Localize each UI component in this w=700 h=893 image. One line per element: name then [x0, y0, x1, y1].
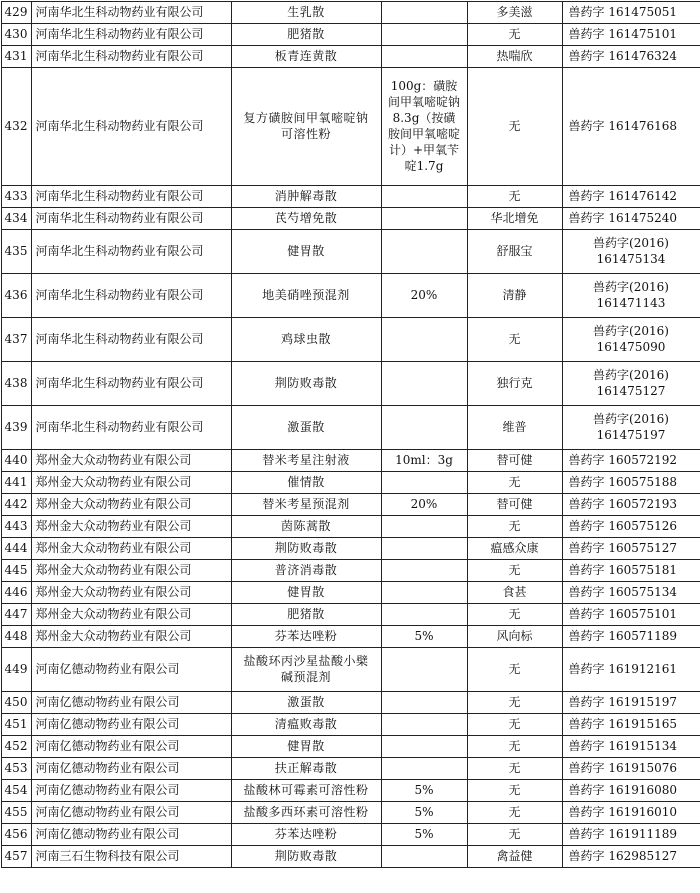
- table-row: [1, 273, 700, 317]
- table-row: [1, 581, 700, 603]
- table-row: [1, 647, 700, 691]
- product-name: 扶正解毒散: [231, 757, 381, 779]
- company-name: 河南亿德动物药业有限公司: [31, 779, 231, 801]
- approval-number: 兽药字(2016) 161475197: [562, 405, 700, 449]
- specification: 5%: [381, 801, 467, 823]
- brand-name: 独行克: [467, 361, 562, 405]
- company-name: 郑州金大众动物药业有限公司: [31, 449, 231, 471]
- specification: [381, 1, 467, 23]
- approval-number: 兽药字 161476324: [562, 45, 700, 67]
- company-name: 郑州金大众动物药业有限公司: [31, 603, 231, 625]
- specification: [381, 735, 467, 757]
- approval-number: 兽药字 161915134: [562, 735, 700, 757]
- brand-name: 无: [467, 779, 562, 801]
- row-number: 434: [1, 207, 31, 229]
- table-row: [1, 493, 700, 515]
- company-name: 河南华北生科动物药业有限公司: [31, 67, 231, 185]
- brand-name: 无: [467, 559, 562, 581]
- row-number: 435: [1, 229, 31, 273]
- product-name: 盐酸环丙沙星盐酸小檗碱预混剂: [231, 647, 381, 691]
- product-name: 板青连黄散: [231, 45, 381, 67]
- specification: [381, 537, 467, 559]
- company-name: 郑州金大众动物药业有限公司: [31, 625, 231, 647]
- approval-number: 兽药字 160575101: [562, 603, 700, 625]
- table-row: [1, 229, 700, 273]
- brand-name: 舒服宝: [467, 229, 562, 273]
- row-number: 452: [1, 735, 31, 757]
- approval-number: 兽药字 161475051: [562, 1, 700, 23]
- row-number: 432: [1, 67, 31, 185]
- specification: [381, 45, 467, 67]
- row-number: 431: [1, 45, 31, 67]
- product-name: 生乳散: [231, 1, 381, 23]
- company-name: 河南华北生科动物药业有限公司: [31, 361, 231, 405]
- company-name: 河南三石生物科技有限公司: [31, 845, 231, 867]
- approval-number: 兽药字(2016) 161471143: [562, 273, 700, 317]
- brand-name: 无: [467, 471, 562, 493]
- row-number: 430: [1, 23, 31, 45]
- specification: 20%: [381, 273, 467, 317]
- product-name: 激蛋散: [231, 691, 381, 713]
- brand-name: 瘟感众康: [467, 537, 562, 559]
- company-name: 河南亿德动物药业有限公司: [31, 823, 231, 845]
- approval-number: 兽药字 161915076: [562, 757, 700, 779]
- company-name: 河南华北生科动物药业有限公司: [31, 185, 231, 207]
- specification: [381, 647, 467, 691]
- row-number: 437: [1, 317, 31, 361]
- row-number: 446: [1, 581, 31, 603]
- brand-name: 无: [467, 801, 562, 823]
- company-name: 郑州金大众动物药业有限公司: [31, 581, 231, 603]
- table-row: [1, 559, 700, 581]
- company-name: 郑州金大众动物药业有限公司: [31, 559, 231, 581]
- table-row: [1, 801, 700, 823]
- row-number: 436: [1, 273, 31, 317]
- table-row: [1, 1, 700, 23]
- approval-number: 兽药字(2016) 161475127: [562, 361, 700, 405]
- brand-name: 无: [467, 185, 562, 207]
- specification: [381, 713, 467, 735]
- row-number: 448: [1, 625, 31, 647]
- row-number: 449: [1, 647, 31, 691]
- company-name: 河南华北生科动物药业有限公司: [31, 273, 231, 317]
- product-name: 健胃散: [231, 735, 381, 757]
- product-name: 肥猪散: [231, 23, 381, 45]
- specification: [381, 405, 467, 449]
- row-number: 439: [1, 405, 31, 449]
- product-name: 盐酸林可霉素可溶性粉: [231, 779, 381, 801]
- approval-number: 兽药字 161912161: [562, 647, 700, 691]
- specification: 5%: [381, 625, 467, 647]
- row-number: 447: [1, 603, 31, 625]
- approval-number: 兽药字(2016) 161475134: [562, 229, 700, 273]
- brand-name: 无: [467, 647, 562, 691]
- approval-number: 兽药字 160575134: [562, 581, 700, 603]
- brand-name: 华北增免: [467, 207, 562, 229]
- row-number: 456: [1, 823, 31, 845]
- company-name: 河南华北生科动物药业有限公司: [31, 317, 231, 361]
- specification: 5%: [381, 779, 467, 801]
- row-number: 429: [1, 1, 31, 23]
- brand-name: 多美滋: [467, 1, 562, 23]
- table-row: [1, 845, 700, 867]
- approval-number: 兽药字 161911189: [562, 823, 700, 845]
- approval-number: 兽药字 160575181: [562, 559, 700, 581]
- specification: 10ml：3g: [381, 449, 467, 471]
- row-number: 438: [1, 361, 31, 405]
- row-number: 455: [1, 801, 31, 823]
- specification: [381, 229, 467, 273]
- approval-number: 兽药字 160572192: [562, 449, 700, 471]
- table-row: [1, 449, 700, 471]
- table-row: [1, 713, 700, 735]
- product-name: 肥猪散: [231, 603, 381, 625]
- company-name: 河南亿德动物药业有限公司: [31, 713, 231, 735]
- row-number: 445: [1, 559, 31, 581]
- specification: [381, 515, 467, 537]
- specification: 20%: [381, 493, 467, 515]
- table-row: [1, 779, 700, 801]
- table-row: [1, 317, 700, 361]
- brand-name: 无: [467, 67, 562, 185]
- brand-name: 无: [467, 23, 562, 45]
- table-row: [1, 185, 700, 207]
- row-number: 433: [1, 185, 31, 207]
- specification: [381, 361, 467, 405]
- product-name: 荆防败毒散: [231, 361, 381, 405]
- company-name: 河南亿德动物药业有限公司: [31, 691, 231, 713]
- approval-number: 兽药字 161915197: [562, 691, 700, 713]
- specification: [381, 845, 467, 867]
- approval-number: 兽药字 162985127: [562, 845, 700, 867]
- table-row: [1, 471, 700, 493]
- specification: 100g：磺胺间甲氧嘧啶钠8.3g（按磺胺间甲氧嘧啶计）+甲氧苄啶1.7g: [381, 67, 467, 185]
- company-name: 郑州金大众动物药业有限公司: [31, 471, 231, 493]
- table-row: [1, 537, 700, 559]
- brand-name: 无: [467, 823, 562, 845]
- company-name: 河南亿德动物药业有限公司: [31, 757, 231, 779]
- row-number: 451: [1, 713, 31, 735]
- product-name: 芬苯达唑粉: [231, 823, 381, 845]
- row-number: 442: [1, 493, 31, 515]
- approval-number: 兽药字(2016) 161475090: [562, 317, 700, 361]
- approval-number: 兽药字 161915165: [562, 713, 700, 735]
- approval-number: 兽药字 161475240: [562, 207, 700, 229]
- brand-name: 无: [467, 317, 562, 361]
- product-name: 消肿解毒散: [231, 185, 381, 207]
- specification: [381, 581, 467, 603]
- row-number: 453: [1, 757, 31, 779]
- table-row: [1, 23, 700, 45]
- table-row: [1, 45, 700, 67]
- approval-number: 兽药字 161916080: [562, 779, 700, 801]
- approval-number: 兽药字 161916010: [562, 801, 700, 823]
- brand-name: 维普: [467, 405, 562, 449]
- approval-number: 兽药字 160575127: [562, 537, 700, 559]
- table-body: [1, 1, 700, 867]
- table-row: [1, 735, 700, 757]
- table-row: [1, 67, 700, 185]
- table-row: [1, 757, 700, 779]
- table-row: [1, 515, 700, 537]
- company-name: 河南华北生科动物药业有限公司: [31, 405, 231, 449]
- company-name: 郑州金大众动物药业有限公司: [31, 515, 231, 537]
- company-name: 河南华北生科动物药业有限公司: [31, 23, 231, 45]
- table-row: [1, 691, 700, 713]
- company-name: 河南亿德动物药业有限公司: [31, 735, 231, 757]
- row-number: 444: [1, 537, 31, 559]
- brand-name: 替可健: [467, 449, 562, 471]
- product-name: 健胃散: [231, 229, 381, 273]
- product-name: 盐酸多西环素可溶性粉: [231, 801, 381, 823]
- company-name: 河南华北生科动物药业有限公司: [31, 229, 231, 273]
- row-number: 450: [1, 691, 31, 713]
- company-name: 河南华北生科动物药业有限公司: [31, 45, 231, 67]
- product-name: 健胃散: [231, 581, 381, 603]
- company-name: 郑州金大众动物药业有限公司: [31, 537, 231, 559]
- table-row: [1, 207, 700, 229]
- approval-number: 兽药字 160571189: [562, 625, 700, 647]
- approval-number: 兽药字 160575126: [562, 515, 700, 537]
- approval-number: 兽药字 160572193: [562, 493, 700, 515]
- product-name: 复方磺胺间甲氧嘧啶钠可溶性粉: [231, 67, 381, 185]
- brand-name: 风向标: [467, 625, 562, 647]
- brand-name: 热喘欣: [467, 45, 562, 67]
- drug-approval-table: [1, 1, 700, 868]
- brand-name: 无: [467, 515, 562, 537]
- table-row: [1, 405, 700, 449]
- specification: [381, 207, 467, 229]
- approval-number: 兽药字 161476142: [562, 185, 700, 207]
- product-name: 替米考星预混剂: [231, 493, 381, 515]
- specification: [381, 471, 467, 493]
- specification: [381, 185, 467, 207]
- product-name: 荆防败毒散: [231, 537, 381, 559]
- company-name: 河南华北生科动物药业有限公司: [31, 207, 231, 229]
- product-name: 芬苯达唑粉: [231, 625, 381, 647]
- approval-number: 兽药字 161475101: [562, 23, 700, 45]
- specification: [381, 603, 467, 625]
- product-name: 鸡球虫散: [231, 317, 381, 361]
- specification: 5%: [381, 823, 467, 845]
- row-number: 454: [1, 779, 31, 801]
- brand-name: 无: [467, 757, 562, 779]
- brand-name: 无: [467, 735, 562, 757]
- product-name: 茵陈蒿散: [231, 515, 381, 537]
- product-name: 普济消毒散: [231, 559, 381, 581]
- brand-name: 食甚: [467, 581, 562, 603]
- company-name: 河南亿德动物药业有限公司: [31, 647, 231, 691]
- specification: [381, 691, 467, 713]
- product-name: 荆防败毒散: [231, 845, 381, 867]
- brand-name: 替可健: [467, 493, 562, 515]
- brand-name: 禽益健: [467, 845, 562, 867]
- brand-name: 无: [467, 603, 562, 625]
- company-name: 河南亿德动物药业有限公司: [31, 801, 231, 823]
- product-name: 替米考星注射液: [231, 449, 381, 471]
- specification: [381, 317, 467, 361]
- approval-number: 兽药字 161476168: [562, 67, 700, 185]
- brand-name: 无: [467, 691, 562, 713]
- row-number: 457: [1, 845, 31, 867]
- row-number: 441: [1, 471, 31, 493]
- product-name: 地美硝唑预混剂: [231, 273, 381, 317]
- table-row: [1, 625, 700, 647]
- brand-name: 无: [467, 713, 562, 735]
- row-number: 443: [1, 515, 31, 537]
- company-name: 河南华北生科动物药业有限公司: [31, 1, 231, 23]
- brand-name: 清静: [467, 273, 562, 317]
- table-row: [1, 361, 700, 405]
- product-name: 激蛋散: [231, 405, 381, 449]
- specification: [381, 23, 467, 45]
- company-name: 郑州金大众动物药业有限公司: [31, 493, 231, 515]
- row-number: 440: [1, 449, 31, 471]
- approval-number: 兽药字 160575188: [562, 471, 700, 493]
- product-name: 催情散: [231, 471, 381, 493]
- product-name: 芪芍增免散: [231, 207, 381, 229]
- table-row: [1, 603, 700, 625]
- specification: [381, 559, 467, 581]
- specification: [381, 757, 467, 779]
- product-name: 清瘟败毒散: [231, 713, 381, 735]
- table-row: [1, 823, 700, 845]
